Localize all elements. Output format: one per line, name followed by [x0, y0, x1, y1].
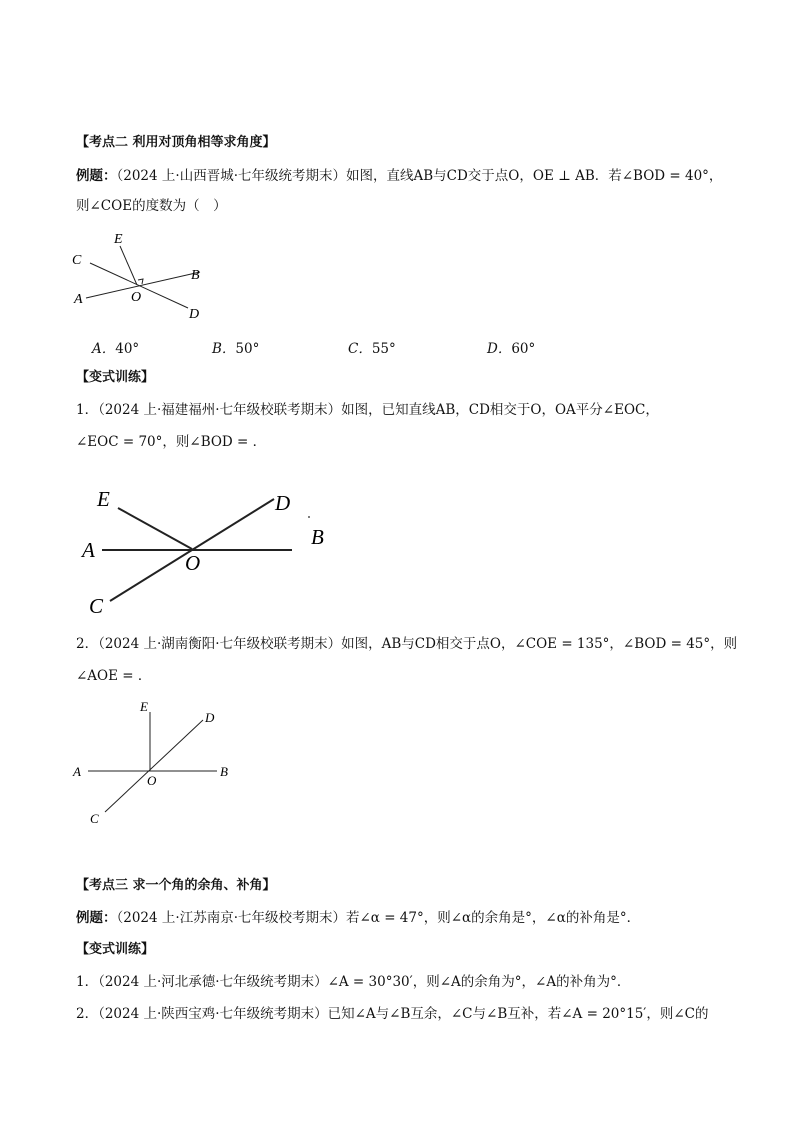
- example-text-1: （2024 上·山西晋城·七年级统考期末）如图，直线AB与CD交于点O，OE ⊥ AB．若∠BOD = 40°，: [116, 168, 723, 184]
- label-a: A: [73, 764, 81, 779]
- line-cd: [110, 499, 274, 601]
- s3-example-label: 例题：: [76, 910, 117, 926]
- practice-title-2: 【变式训练】: [76, 370, 155, 385]
- label-d: D: [275, 491, 291, 515]
- label-d: D: [205, 710, 215, 725]
- label-c: C: [89, 594, 104, 618]
- option-a[interactable]: A．40°: [92, 341, 140, 357]
- practice-title-3: 【变式训练】: [76, 942, 155, 957]
- label-e: E: [114, 232, 123, 247]
- label-a: A: [74, 292, 83, 307]
- label-o: O: [131, 290, 142, 305]
- label-e: E: [97, 487, 110, 511]
- line-cd: [90, 263, 188, 308]
- q1-line-2: ∠EOC = 70°，则∠BOD = ．: [76, 434, 267, 450]
- s3-q1-line: 1．（2024 上·河北承德·七年级统考期末）∠A = 30°30′，则∠A的余角为°，∠A的补角为°．: [76, 974, 631, 990]
- label-b: B: [220, 764, 228, 779]
- ray-oe: [120, 246, 137, 285]
- label-b: B: [191, 268, 200, 283]
- section-title-3: 【考点三 求一个角的余角、补角】: [76, 878, 276, 893]
- option-c[interactable]: C．55°: [348, 341, 396, 357]
- label-o: O: [185, 551, 201, 575]
- option-b[interactable]: B．50°: [212, 341, 260, 357]
- q2-line-2: ∠AOE = ．: [76, 668, 152, 684]
- label-b: B: [311, 525, 324, 549]
- section-title-2: 【考点二 利用对顶角相等求角度】: [76, 135, 276, 150]
- example-label: 例题：: [76, 168, 117, 184]
- label-a: A: [82, 538, 95, 562]
- ray-oe: [118, 508, 192, 549]
- line-ab: [86, 272, 200, 298]
- right-angle-mark: [138, 279, 143, 284]
- label-d: D: [189, 307, 200, 322]
- example-line-1: [76, 166, 722, 186]
- s3-example-line: [76, 908, 640, 928]
- label-c: C: [90, 811, 99, 826]
- label-e: E: [140, 699, 148, 714]
- option-d[interactable]: D．60°: [487, 341, 536, 357]
- label-c: C: [72, 253, 82, 268]
- s3-q2-line: 2．（2024 上·陕西宝鸡·七年级统考期末）已知∠A与∠B互余，∠C与∠B互补，若∠A = 20°15′，则∠C的: [76, 1006, 709, 1022]
- s3-example-text: （2024 上·江苏南京·七年级校考期末）若∠α = 47°，则∠α的余角是°，∠α的补角是°．: [116, 910, 641, 926]
- q2-line-1: 2．（2024 上·湖南衡阳·七年级校联考期末）如图，AB与CD相交于点O，∠COE = 135°，∠BOD = 45°，则: [76, 636, 738, 652]
- example-line-2: 则∠COE的度数为（ ）: [76, 198, 227, 214]
- line-cd: [105, 720, 203, 812]
- q1-line-1: 1．（2024 上·福建福州·七年级校联考期末）如图，已知直线AB，CD相交于O，OA平分∠EOC，: [76, 402, 659, 418]
- label-o: O: [147, 773, 157, 788]
